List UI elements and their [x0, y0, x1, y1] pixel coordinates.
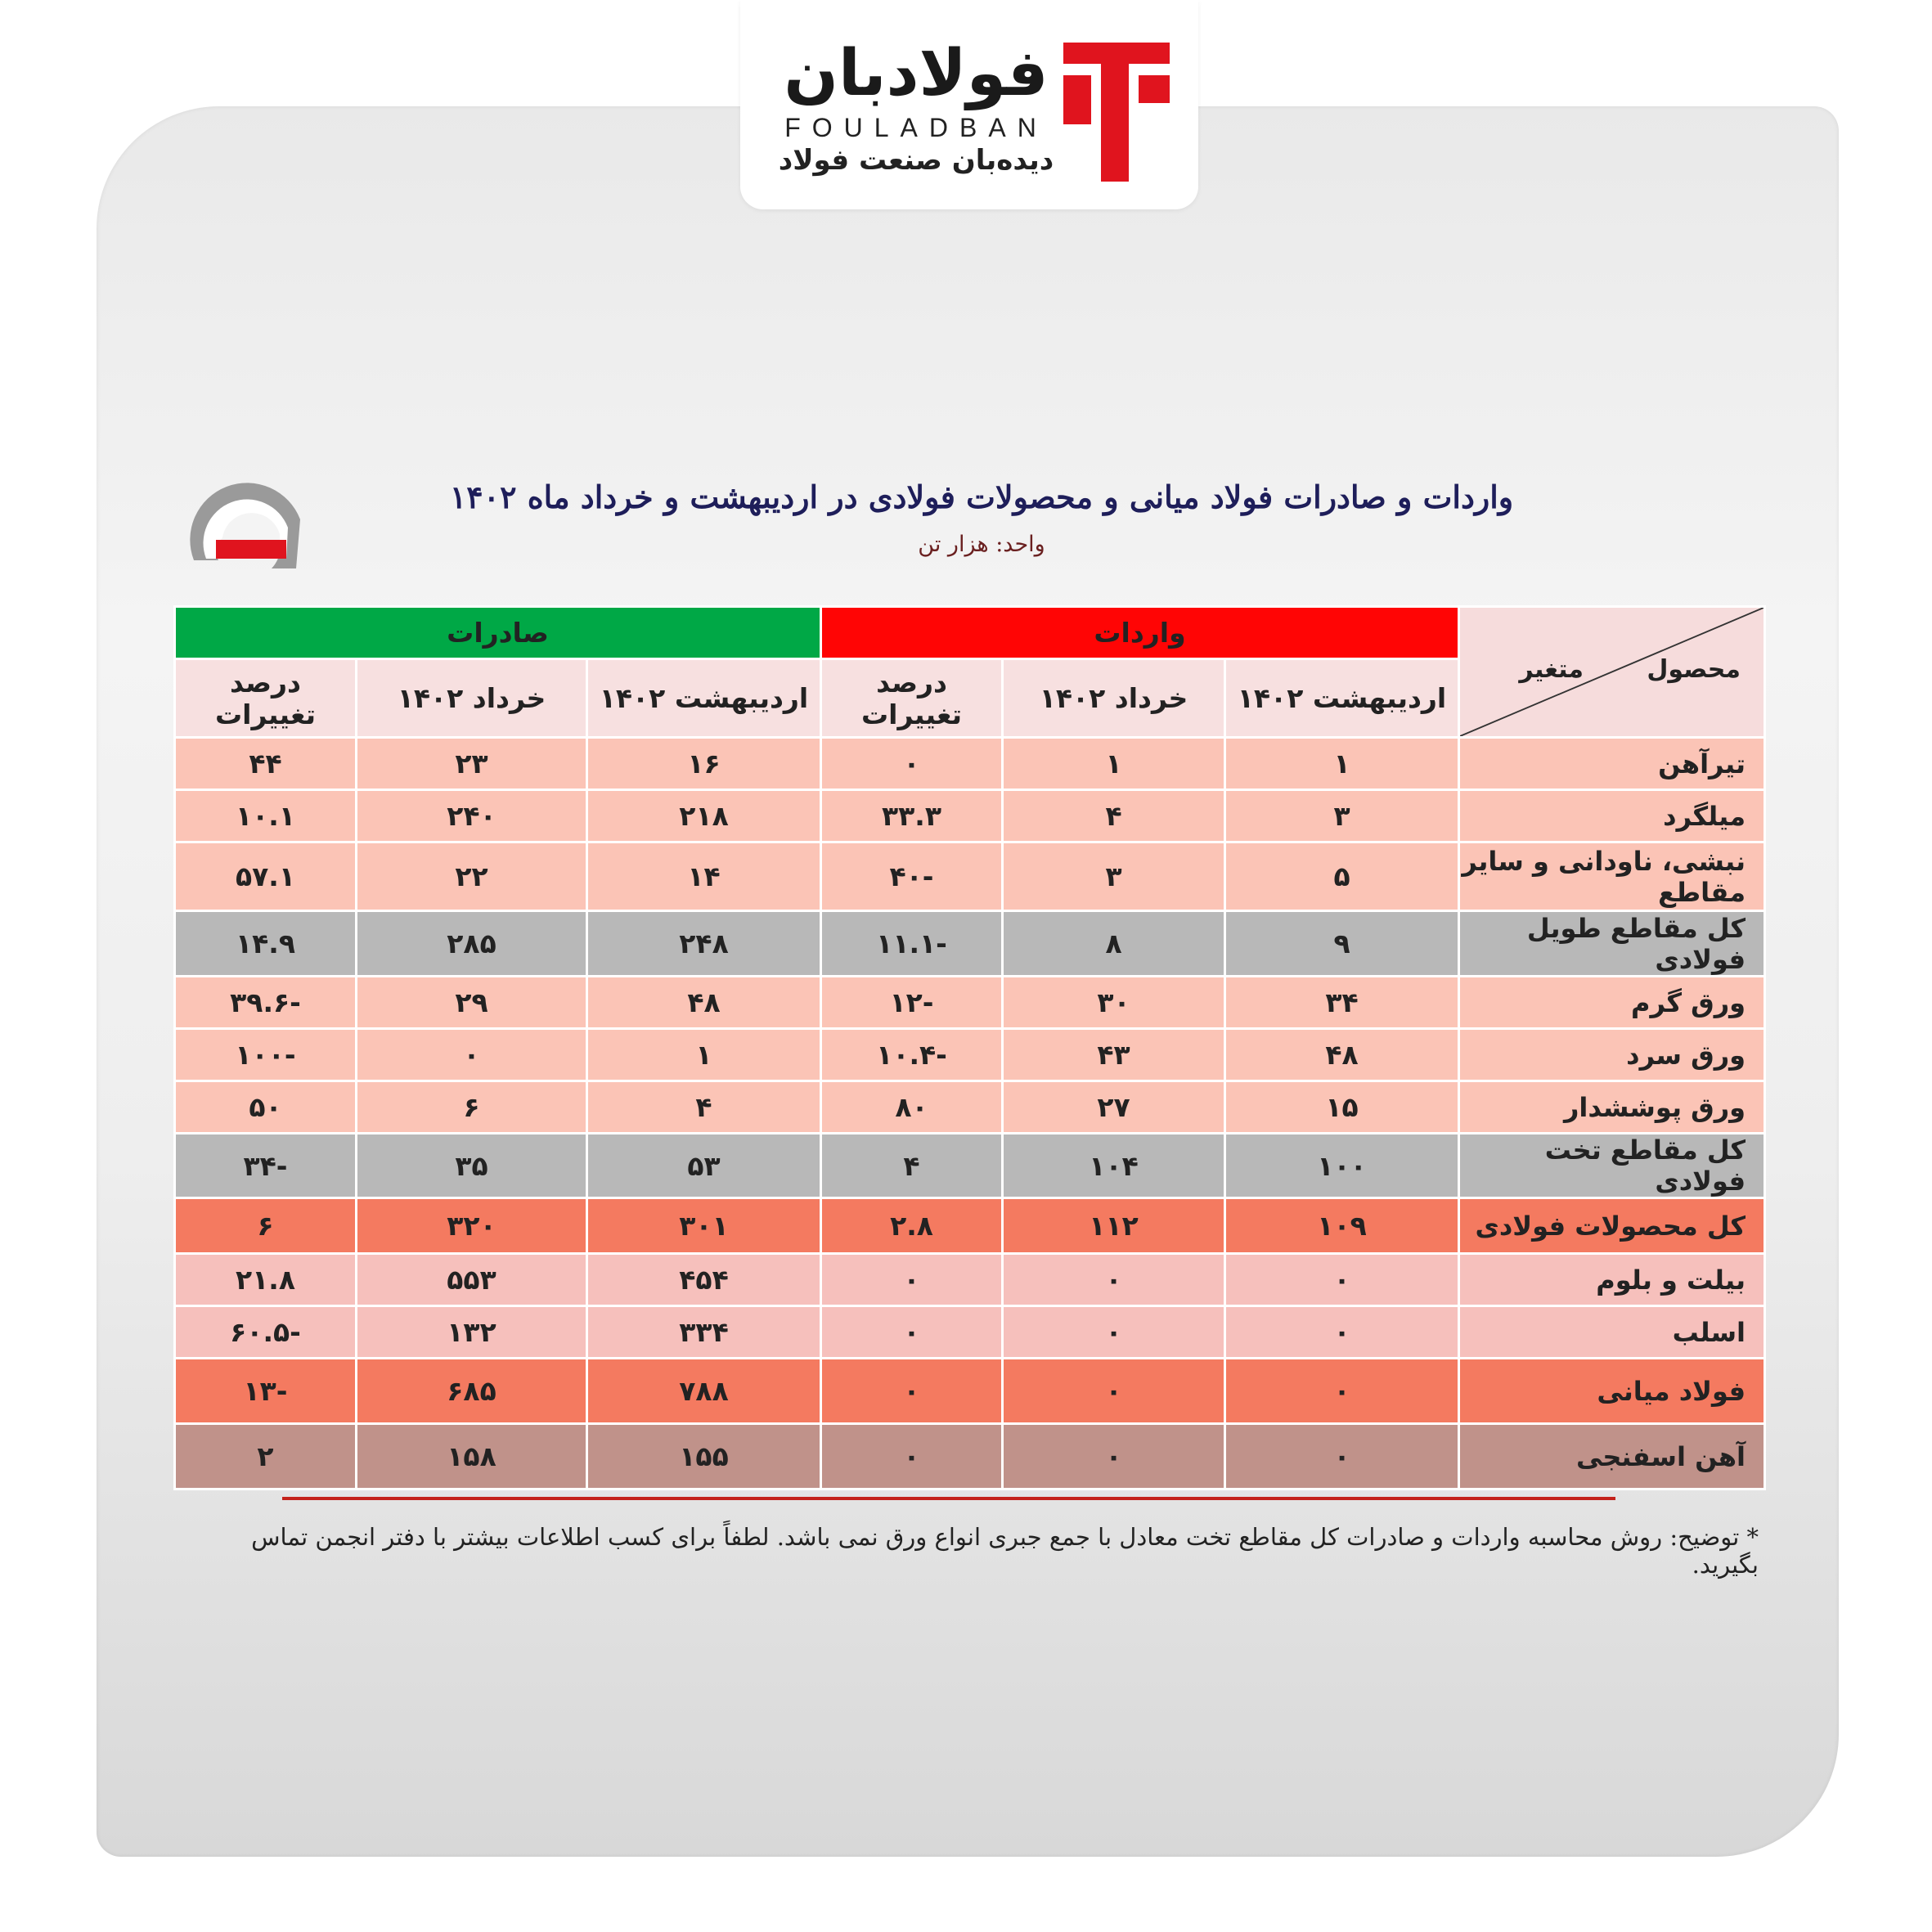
table-row: [175, 1359, 1765, 1424]
row-label: آهن اسفنجی: [1459, 1424, 1765, 1489]
brand-name: فولادبان: [784, 37, 1049, 110]
table-cell: ۴۳: [1003, 1029, 1225, 1081]
row-label: ورق پوششدار: [1459, 1081, 1765, 1134]
table-cell: ۰: [1003, 1254, 1225, 1306]
table-cell: ۱۴: [587, 842, 821, 911]
table-cell: ۱: [587, 1029, 821, 1081]
unit-label: واحد: هزار تن: [918, 532, 1045, 557]
exports-group-header: صادرات: [175, 607, 821, 659]
table-cell: ۰: [821, 1254, 1003, 1306]
table-cell: ۲۸۵: [357, 911, 587, 977]
brand-latin-name: FOULADBAN: [784, 113, 1048, 142]
table-cell: ۶۸۵: [357, 1359, 587, 1424]
table-cell: ۰: [821, 1359, 1003, 1424]
table-row: [175, 911, 1765, 977]
table-cell: ۶: [175, 1198, 357, 1254]
table-cell: ۱: [1003, 738, 1225, 790]
row-label: فولاد میانی: [1459, 1359, 1765, 1424]
separator-line: [282, 1497, 1615, 1500]
table-cell: ۹: [1225, 911, 1459, 977]
table-cell: ۱۳۲: [357, 1306, 587, 1359]
table-cell: ۱۰.۱: [175, 790, 357, 842]
row-label: ورق سرد: [1459, 1029, 1765, 1081]
table-cell: ۴۵۴: [587, 1254, 821, 1306]
table-cell: ۰: [1003, 1306, 1225, 1359]
fouladban-logo-icon: [1063, 43, 1170, 182]
table-cell: ۲: [175, 1424, 357, 1489]
corner-header-cell: [1459, 607, 1765, 738]
column-header: خرداد ۱۴۰۲: [1003, 659, 1225, 738]
table-cell: ۲۴۰: [357, 790, 587, 842]
table-cell: ۸: [1003, 911, 1225, 977]
table-cell: ۱۵: [1225, 1081, 1459, 1134]
table-cell: ۲۷: [1003, 1081, 1225, 1134]
table-cell: ۵۳: [587, 1134, 821, 1198]
corner-product-label: محصول: [1647, 655, 1741, 684]
imports-group-header: واردات: [821, 607, 1459, 659]
table-cell: ۱۱۲: [1003, 1198, 1225, 1254]
table-cell: -۱۲: [821, 977, 1003, 1029]
table-cell: -۳۴: [175, 1134, 357, 1198]
column-header: خرداد ۱۴۰۲: [357, 659, 587, 738]
table-row: [175, 1254, 1765, 1306]
row-label: اسلب: [1459, 1306, 1765, 1359]
table-cell: ۲۱۸: [587, 790, 821, 842]
table-cell: ۰: [357, 1029, 587, 1081]
row-label: کل مقاطع تخت فولادی: [1459, 1134, 1765, 1198]
table-cell: -۱۱.۱: [821, 911, 1003, 977]
row-label: کل مقاطع طویل فولادی: [1459, 911, 1765, 977]
table-cell: ۰: [821, 738, 1003, 790]
table-cell: ۸۰: [821, 1081, 1003, 1134]
table-cell: ۱۰۴: [1003, 1134, 1225, 1198]
table-row: [175, 1081, 1765, 1134]
column-header: اردیبهشت ۱۴۰۲: [587, 659, 821, 738]
column-header: درصد تغییرات: [175, 659, 357, 738]
table-cell: ۴: [821, 1134, 1003, 1198]
table-body: [175, 738, 1765, 1489]
table-cell: ۲۱.۸: [175, 1254, 357, 1306]
iran-steel-association-logo-icon: [173, 462, 321, 585]
table-cell: ۴: [1003, 790, 1225, 842]
table-cell: ۵۷.۱: [175, 842, 357, 911]
row-label: ورق گرم: [1459, 977, 1765, 1029]
table-cell: ۱۵۵: [587, 1424, 821, 1489]
table-cell: ۲۳: [357, 738, 587, 790]
table-cell: ۰: [1003, 1424, 1225, 1489]
row-label: نبشی، ناودانی و سایر مقاطع: [1459, 842, 1765, 911]
column-header: درصد تغییرات: [821, 659, 1003, 738]
table-cell: ۳۳۴: [587, 1306, 821, 1359]
table-cell: ۳۰۱: [587, 1198, 821, 1254]
table-row: [175, 1424, 1765, 1489]
table-cell: ۱۰۹: [1225, 1198, 1459, 1254]
table-cell: ۱۵۸: [357, 1424, 587, 1489]
table-cell: ۰: [1225, 1254, 1459, 1306]
table-cell: ۷۸۸: [587, 1359, 821, 1424]
table-cell: ۱۴.۹: [175, 911, 357, 977]
column-header: اردیبهشت ۱۴۰۲: [1225, 659, 1459, 738]
table-cell: ۵: [1225, 842, 1459, 911]
table-cell: ۳۰: [1003, 977, 1225, 1029]
table-cell: ۱۶: [587, 738, 821, 790]
table-row: [175, 1306, 1765, 1359]
table-cell: -۶۰.۵: [175, 1306, 357, 1359]
table-cell: -۱۰۰: [175, 1029, 357, 1081]
page-title: واردات و صادرات فولاد میانی و محصولات فولادی در اردیبهشت و خرداد ماه ۱۴۰۲: [449, 479, 1514, 515]
table-cell: ۰: [821, 1306, 1003, 1359]
table-cell: -۱۰.۴: [821, 1029, 1003, 1081]
trade-table: [173, 605, 1766, 1490]
table-cell: ۱۰۰: [1225, 1134, 1459, 1198]
table-cell: ۳۳.۳: [821, 790, 1003, 842]
table-cell: -۳۹.۶: [175, 977, 357, 1029]
table-cell: ۲.۸: [821, 1198, 1003, 1254]
table-cell: ۶: [357, 1081, 587, 1134]
table-cell: ۲۲: [357, 842, 587, 911]
table-cell: ۲۴۸: [587, 911, 821, 977]
brand-tagline: دیده‌بان صنعت فولاد: [778, 144, 1054, 177]
table-cell: ۲۹: [357, 977, 587, 1029]
table-row: [175, 790, 1765, 842]
table-row: [175, 738, 1765, 790]
row-label: بیلت و بلوم: [1459, 1254, 1765, 1306]
table-cell: ۳: [1225, 790, 1459, 842]
table-row: [175, 1198, 1765, 1254]
table-cell: ۴۸: [1225, 1029, 1459, 1081]
table-cell: ۵۰: [175, 1081, 357, 1134]
table-cell: ۳۲۰: [357, 1198, 587, 1254]
table-row: [175, 1134, 1765, 1198]
table-cell: -۱۳: [175, 1359, 357, 1424]
table-cell: ۳۴: [1225, 977, 1459, 1029]
table-cell: ۱: [1225, 738, 1459, 790]
table-cell: ۴۴: [175, 738, 357, 790]
footnote: * توضیح: روش محاسبه واردات و صادرات کل مقاطع تخت معادل با جمع جبری انواع ورق نمی باشد. لطفاً برای کسب اطلاعات بیشتر با دفتر انجمن تماس بگیرید.: [251, 1523, 1759, 1579]
corner-variable-label: متغیر: [1519, 655, 1584, 684]
row-label: کل محصولات فولادی: [1459, 1198, 1765, 1254]
table-cell: ۵۵۳: [357, 1254, 587, 1306]
table-cell: ۰: [821, 1424, 1003, 1489]
table-cell: ۳۵: [357, 1134, 587, 1198]
table-cell: ۴۸: [587, 977, 821, 1029]
row-label: میلگرد: [1459, 790, 1765, 842]
table-cell: -۴۰: [821, 842, 1003, 911]
table-row: [175, 1029, 1765, 1081]
table-cell: ۰: [1225, 1306, 1459, 1359]
table-cell: ۴: [587, 1081, 821, 1134]
table-cell: ۰: [1003, 1359, 1225, 1424]
row-label: تیرآهن: [1459, 738, 1765, 790]
table-cell: ۰: [1225, 1359, 1459, 1424]
table-cell: ۳: [1003, 842, 1225, 911]
table-row: [175, 842, 1765, 911]
table-row: [175, 977, 1765, 1029]
table-cell: ۰: [1225, 1424, 1459, 1489]
